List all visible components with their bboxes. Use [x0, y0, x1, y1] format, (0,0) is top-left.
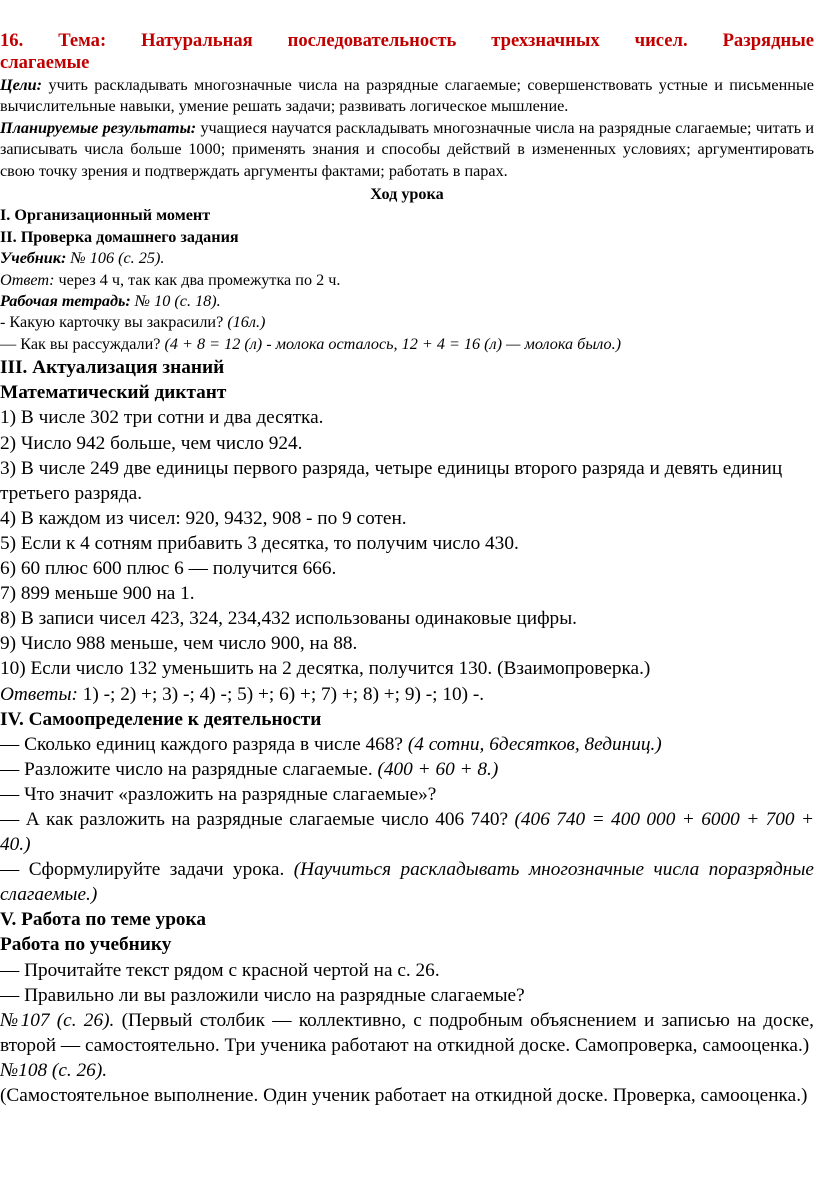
selfdet-line	[0, 807, 814, 857]
textbook-work-line: — Правильно ли вы разложили число на разрядные слагаемые?	[0, 984, 525, 1006]
section-homework-check: II. Проверка домашнего задания	[0, 227, 239, 246]
exercise-107-text: (Первый столбик — коллективно, с подробным объяснением и записью на доске, второй — самостоятельно. Три ученика работают на откидной доске. Самопроверка, самооценка.)	[0, 1009, 814, 1056]
goals-label: Цели:	[0, 76, 43, 94]
results-paragraph	[0, 118, 814, 182]
lesson-title	[0, 30, 814, 74]
title-word: трехзначных	[491, 30, 600, 51]
selfdet-answer: (Научиться раскладывать многозначные числа поразрядные слагаемые.)	[0, 859, 814, 906]
exercise-108-text: (Самостоятельное выполнение. Один ученик работает на откидной доске. Проверка, самооценка.)	[0, 1085, 808, 1106]
answers-text: 1) -; 2) +; 3) -; 4) -; 5) +; 6) +; 7) +; 8) +; 9) -; 10) -.	[77, 683, 485, 705]
homework-question-1	[0, 312, 814, 333]
goals-paragraph	[0, 75, 814, 118]
dictation-item: 1) В числе 302 три сотни и два десятка.	[0, 407, 324, 429]
question-text: - Какую карточку вы закрасили?	[0, 313, 228, 332]
workbook-label: Рабочая тетрадь:	[0, 292, 131, 311]
dictation-item: 9) Число 988 меньше, чем число 900, на 88.	[0, 633, 358, 655]
title-word: 16.	[0, 30, 24, 51]
homework-question-2	[0, 334, 814, 355]
dictation-item: 10) Если число 132 уменьшить на 2 десятка, получится 130. (Взаимопроверка.)	[0, 658, 651, 680]
selfdet-question: — Разложите число на разрядные слагаемые.	[0, 758, 378, 780]
title-word: чисел.	[634, 30, 688, 51]
lesson-title-line-2: слагаемые	[0, 52, 90, 73]
dictation-item: 8) В записи чисел 423, 324, 234,432 использованы одинаковые цифры.	[0, 608, 577, 630]
homework-textbook	[0, 248, 814, 269]
exercise-107	[0, 1008, 814, 1058]
section-organizational: I. Организационный момент	[0, 206, 211, 225]
homework-answer	[0, 270, 814, 291]
exercise-107-ref: №107 (с. 26).	[0, 1009, 115, 1031]
results-text: учащиеся научатся раскладывать многозначные числа на разрядные слагаемые; читать и записывать числа больше 1000; применять знания и способы действий в измененных условиях; аргументировать свою точку зрения и подтверждать аргументы фактами; работать в парах.	[0, 118, 814, 180]
exercise-108-ref: №108 (с. 26).	[0, 1059, 108, 1081]
dictation-item: 2) Число 942 больше, чем число 924.	[0, 432, 303, 454]
selfdet-line	[0, 782, 814, 807]
question-text: — Как вы рассуждали?	[0, 334, 165, 353]
section-lesson-work: V. Работа по теме урока	[0, 909, 207, 931]
dictation-item: 5) Если к 4 сотням прибавить 3 десятка, то получим число 430.	[0, 532, 519, 554]
dictation-item: 6) 60 плюс 600 плюс 6 — получится 666.	[0, 558, 337, 580]
section-self-determination: IV. Самоопределение к деятельности	[0, 708, 322, 730]
dictation-item: 7) 899 меньше 900 на 1.	[0, 583, 195, 605]
workbook-ref: № 10 (с. 18).	[130, 292, 221, 311]
selfdet-question: — Сколько единиц каждого разряда в числе 468?	[0, 733, 408, 755]
answer-text: через 4 ч, так как два промежутка по 2 ч.	[54, 270, 341, 289]
selfdet-line	[0, 857, 814, 907]
selfdet-answer: (406 740 = 400 000 + 6000 + 700 + 40.)	[0, 808, 814, 856]
selfdet-question: — Что значит «разложить на разрядные слагаемые»?	[0, 783, 437, 805]
selfdet-answer: (4 сотни, 6десятков, 8единиц.)	[407, 733, 662, 755]
selfdet-question: — А как разложить на разрядные слагаемые число 406 740?	[0, 808, 515, 830]
answers-label: Ответы:	[0, 683, 78, 705]
title-word: последовательность	[287, 30, 457, 51]
goals-text: учить раскладывать многозначные числа на разрядные слагаемые; совершенствовать устные и письменные вычислительные навыки, умение решать задачи; развивать логическое мышление.	[0, 76, 814, 116]
dictation-answers	[0, 682, 814, 707]
question-answer: (4 + 8 = 12 (л) - молока осталось, 12 + 4 = 16 (л) — молока было.)	[164, 334, 622, 353]
homework-workbook	[0, 291, 814, 312]
selfdet-line	[0, 732, 814, 757]
dictation-heading: Математический диктант	[0, 382, 227, 404]
textbook-ref: № 106 (с. 25).	[66, 249, 165, 268]
answer-label: Ответ:	[0, 270, 55, 289]
lesson-title-line-1	[0, 30, 814, 52]
selfdet-answer: (400 + 60 + 8.)	[377, 758, 499, 780]
results-label: Планируемые результаты:	[0, 118, 197, 137]
dictation-item: 3) В числе 249 две единицы первого разряда, четыре единицы второго разряда и девять единиц третьего разряда.	[0, 457, 783, 504]
textbook-work-heading: Работа по учебнику	[0, 934, 172, 956]
selfdet-question: — Сформулируйте задачи урока.	[0, 859, 294, 881]
selfdet-line	[0, 757, 814, 782]
lesson-heading: Ход урока	[370, 185, 444, 204]
dictation-item: 4) В каждом из чисел: 920, 9432, 908 - по 9 сотен.	[0, 507, 407, 529]
title-word: Разрядные	[722, 30, 814, 51]
textbook-label: Учебник:	[0, 249, 67, 268]
textbook-work-line: — Прочитайте текст рядом с красной чертой на с. 26.	[0, 959, 440, 981]
question-answer: (16л.)	[227, 313, 266, 332]
title-word: Натуральная	[141, 30, 253, 51]
title-word: Тема:	[58, 30, 107, 51]
section-knowledge-update: III. Актуализация знаний	[0, 357, 225, 379]
